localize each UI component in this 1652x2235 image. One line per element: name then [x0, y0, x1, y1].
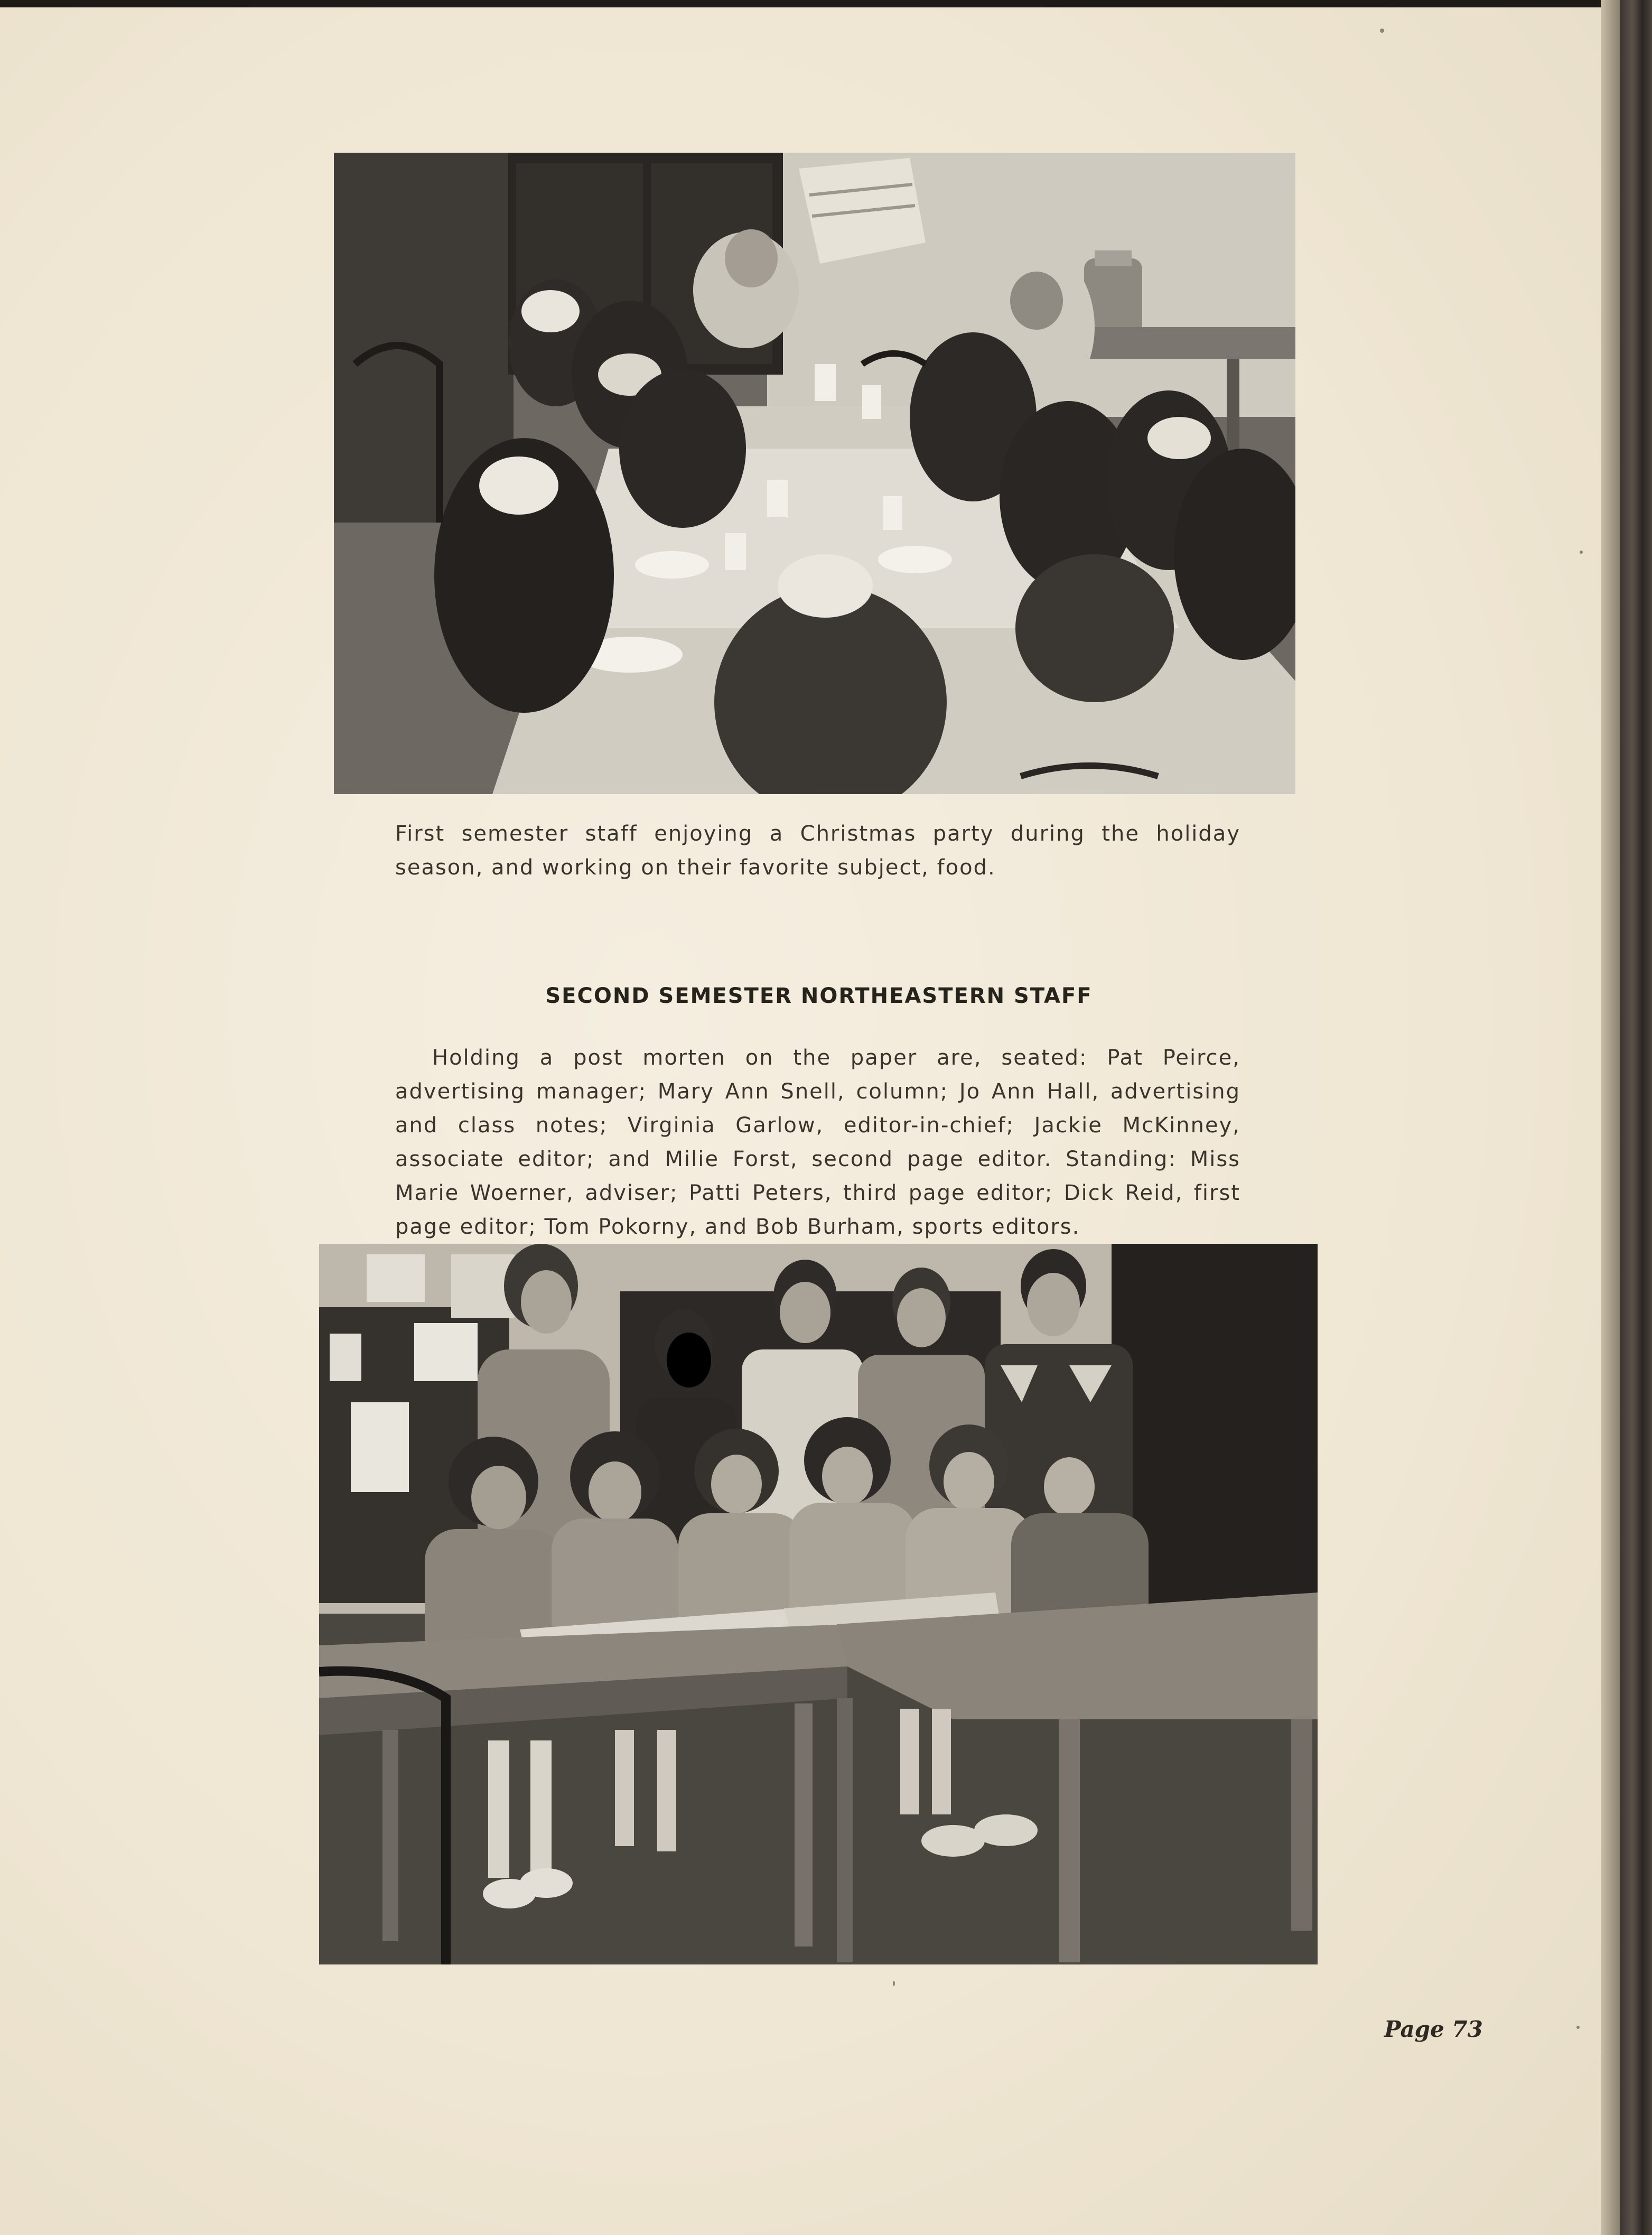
page-number: Page 73	[1384, 2016, 1483, 2042]
staff-illustration	[319, 1244, 1318, 1964]
party-photo-caption: First semester staff enjoying a Christmas party during the holiday season, and working on their favorite subject, food.	[395, 822, 1240, 880]
christmas-party-illustration	[334, 153, 1295, 794]
section-heading: SECOND SEMESTER NORTHEASTERN STAFF	[545, 984, 1093, 1008]
paper-speck	[1380, 29, 1384, 33]
book-spine-edge	[1620, 0, 1652, 2235]
page-gutter-shadow	[1601, 0, 1620, 2235]
second-semester-staff-photo	[319, 1244, 1318, 1964]
paper-speck	[893, 1981, 895, 1986]
paper-speck	[1580, 551, 1583, 554]
staff-description: Holding a post morten on the paper are, seated: Pat Peirce, advertising manager; Mary Ann Snell, column; Jo Ann Hall, advertising and class notes; Virginia Garlow, editor-in-chief; Jackie McKinney, associate editor; and Milie Forst, second page editor. Standing: Miss Marie Woerner, adviser; Patti Peters, third page editor; Dick Reid, first page editor; Tom Pokorny, and Bob Burham, sports editors.	[395, 1046, 1240, 1239]
paper-speck	[1576, 2026, 1580, 2029]
christmas-party-photo	[334, 153, 1295, 794]
